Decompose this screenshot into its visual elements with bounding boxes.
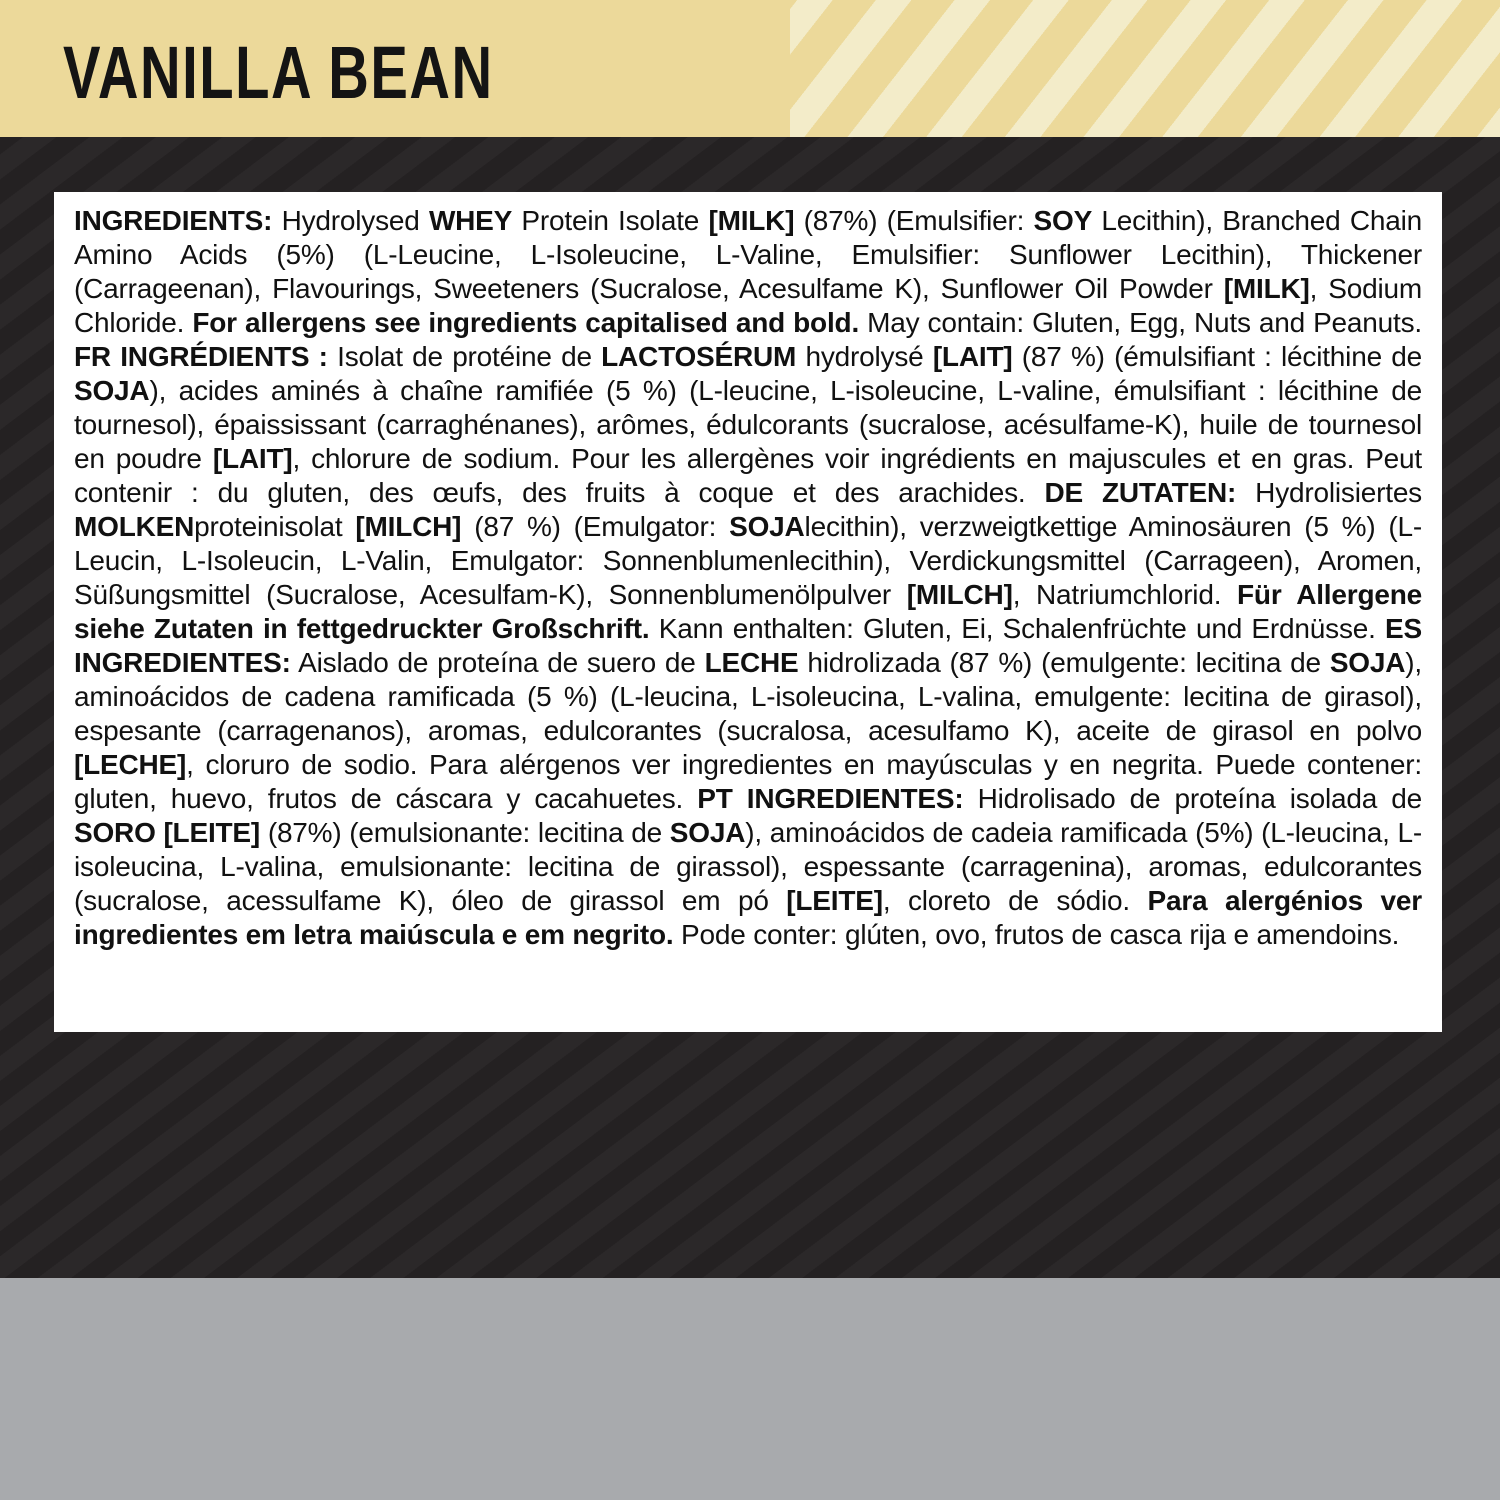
banner-diagonal-stripes-decoration <box>790 0 1500 137</box>
flavor-banner <box>0 0 1500 137</box>
ingredients-text: INGREDIENTS: Hydrolysed WHEY Protein Isolate [MILK] (87%) (Emulsifier: SOY Lecithin), Branched Chain Amino Acids (5%) (L-Leucine, L-Isoleucine, L-Valine, Emulsifier: Sunflower Lecithin), Thickener (Carrageenan), Flavourings, Sweeteners (Sucralose, Acesulfame K), Sunflower Oil Powder [MILK], Sodium Chloride. For allergens see ingredients capitalised and bold. May contain: Gluten, Egg, Nuts and Peanuts. FR INGRÉDIENTS : Isolat de protéine de LACTOSÉRUM hydrolysé [LAIT] (87 %) (émulsifiant : lécithine de SOJA), acides aminés à chaîne ramifiée (5 %) (L-leucine, L-isoleucine, L-valine, émulsifiant : lécithine de tournesol), épaississant (carraghénanes), arômes, édulcorants (sucralose, acésulfame-K), huile de tournesol en poudre [LAIT], chlorure de sodium. Pour les allergènes voir ingrédients en majuscules et en gras. Peut contenir : du gluten, des œufs, des fruits à coque et des arachides. DE ZUTATEN: Hydrolisiertes MOLKENproteinisolat [MILCH] (87 %) (Emulgator: SOJAlecithin), verzweigtkettige Aminosäuren (5 %) (L-Leucin, L-Isoleucin, L-Valin, Emulgator: Sonnenblumenlecithin), Verdickungsmittel (Carrageen), Aromen, Süßungsmittel (Sucralose, Acesulfam-K), Sonnenblumenölpulver [MILCH], Natriumchlorid. Für Allergene siehe Zutaten in fettgedruckter Großschrift. Kann enthalten: Gluten, Ei, Schalenfrüchte und Erdnüsse. ES INGREDIENTES: Aislado de proteína de suero de LECHE hidrolizada (87 %) (emulgente: lecitina de SOJA), aminoácidos de cadena ramificada (5 %) (L-leucina, L-isoleucina, L-valina, emulgente: lecitina de girasol), espesante (carragenanos), aromas, edulcorantes (sucralosa, acesulfamo K), aceite de girasol en polvo [LECHE], cloruro de sodio. Para alérgenos ver ingredientes en mayúsculas y en negrita. Puede contener: gluten, huevo, frutos de cáscara y cacahuetes. PT INGREDIENTES: Hidrolisado de proteína isolada de SORO [LEITE] (87%) (emulsionante: lecitina de SOJA), aminoácidos de cadeia ramificada (5%) (L-leucina, L-isoleucina, L-valina, emulsionante: lecitina de girassol), espessante (carragenina), aromas, edulcorantes (sucralose, acessulfame K), óleo de girassol em pó [LEITE], cloreto de sódio. Para alergénios ver ingredientes em letra maiúscula e em negrito. Pode conter: glúten, ovo, frutos de casca rija e amendoins. <box>74 205 1423 950</box>
ingredients-panel <box>54 192 1442 1032</box>
label-dark-background <box>0 137 1500 1278</box>
bottom-gray-band <box>0 1278 1500 1500</box>
flavor-name-title: VANILLA BEAN <box>63 31 494 114</box>
